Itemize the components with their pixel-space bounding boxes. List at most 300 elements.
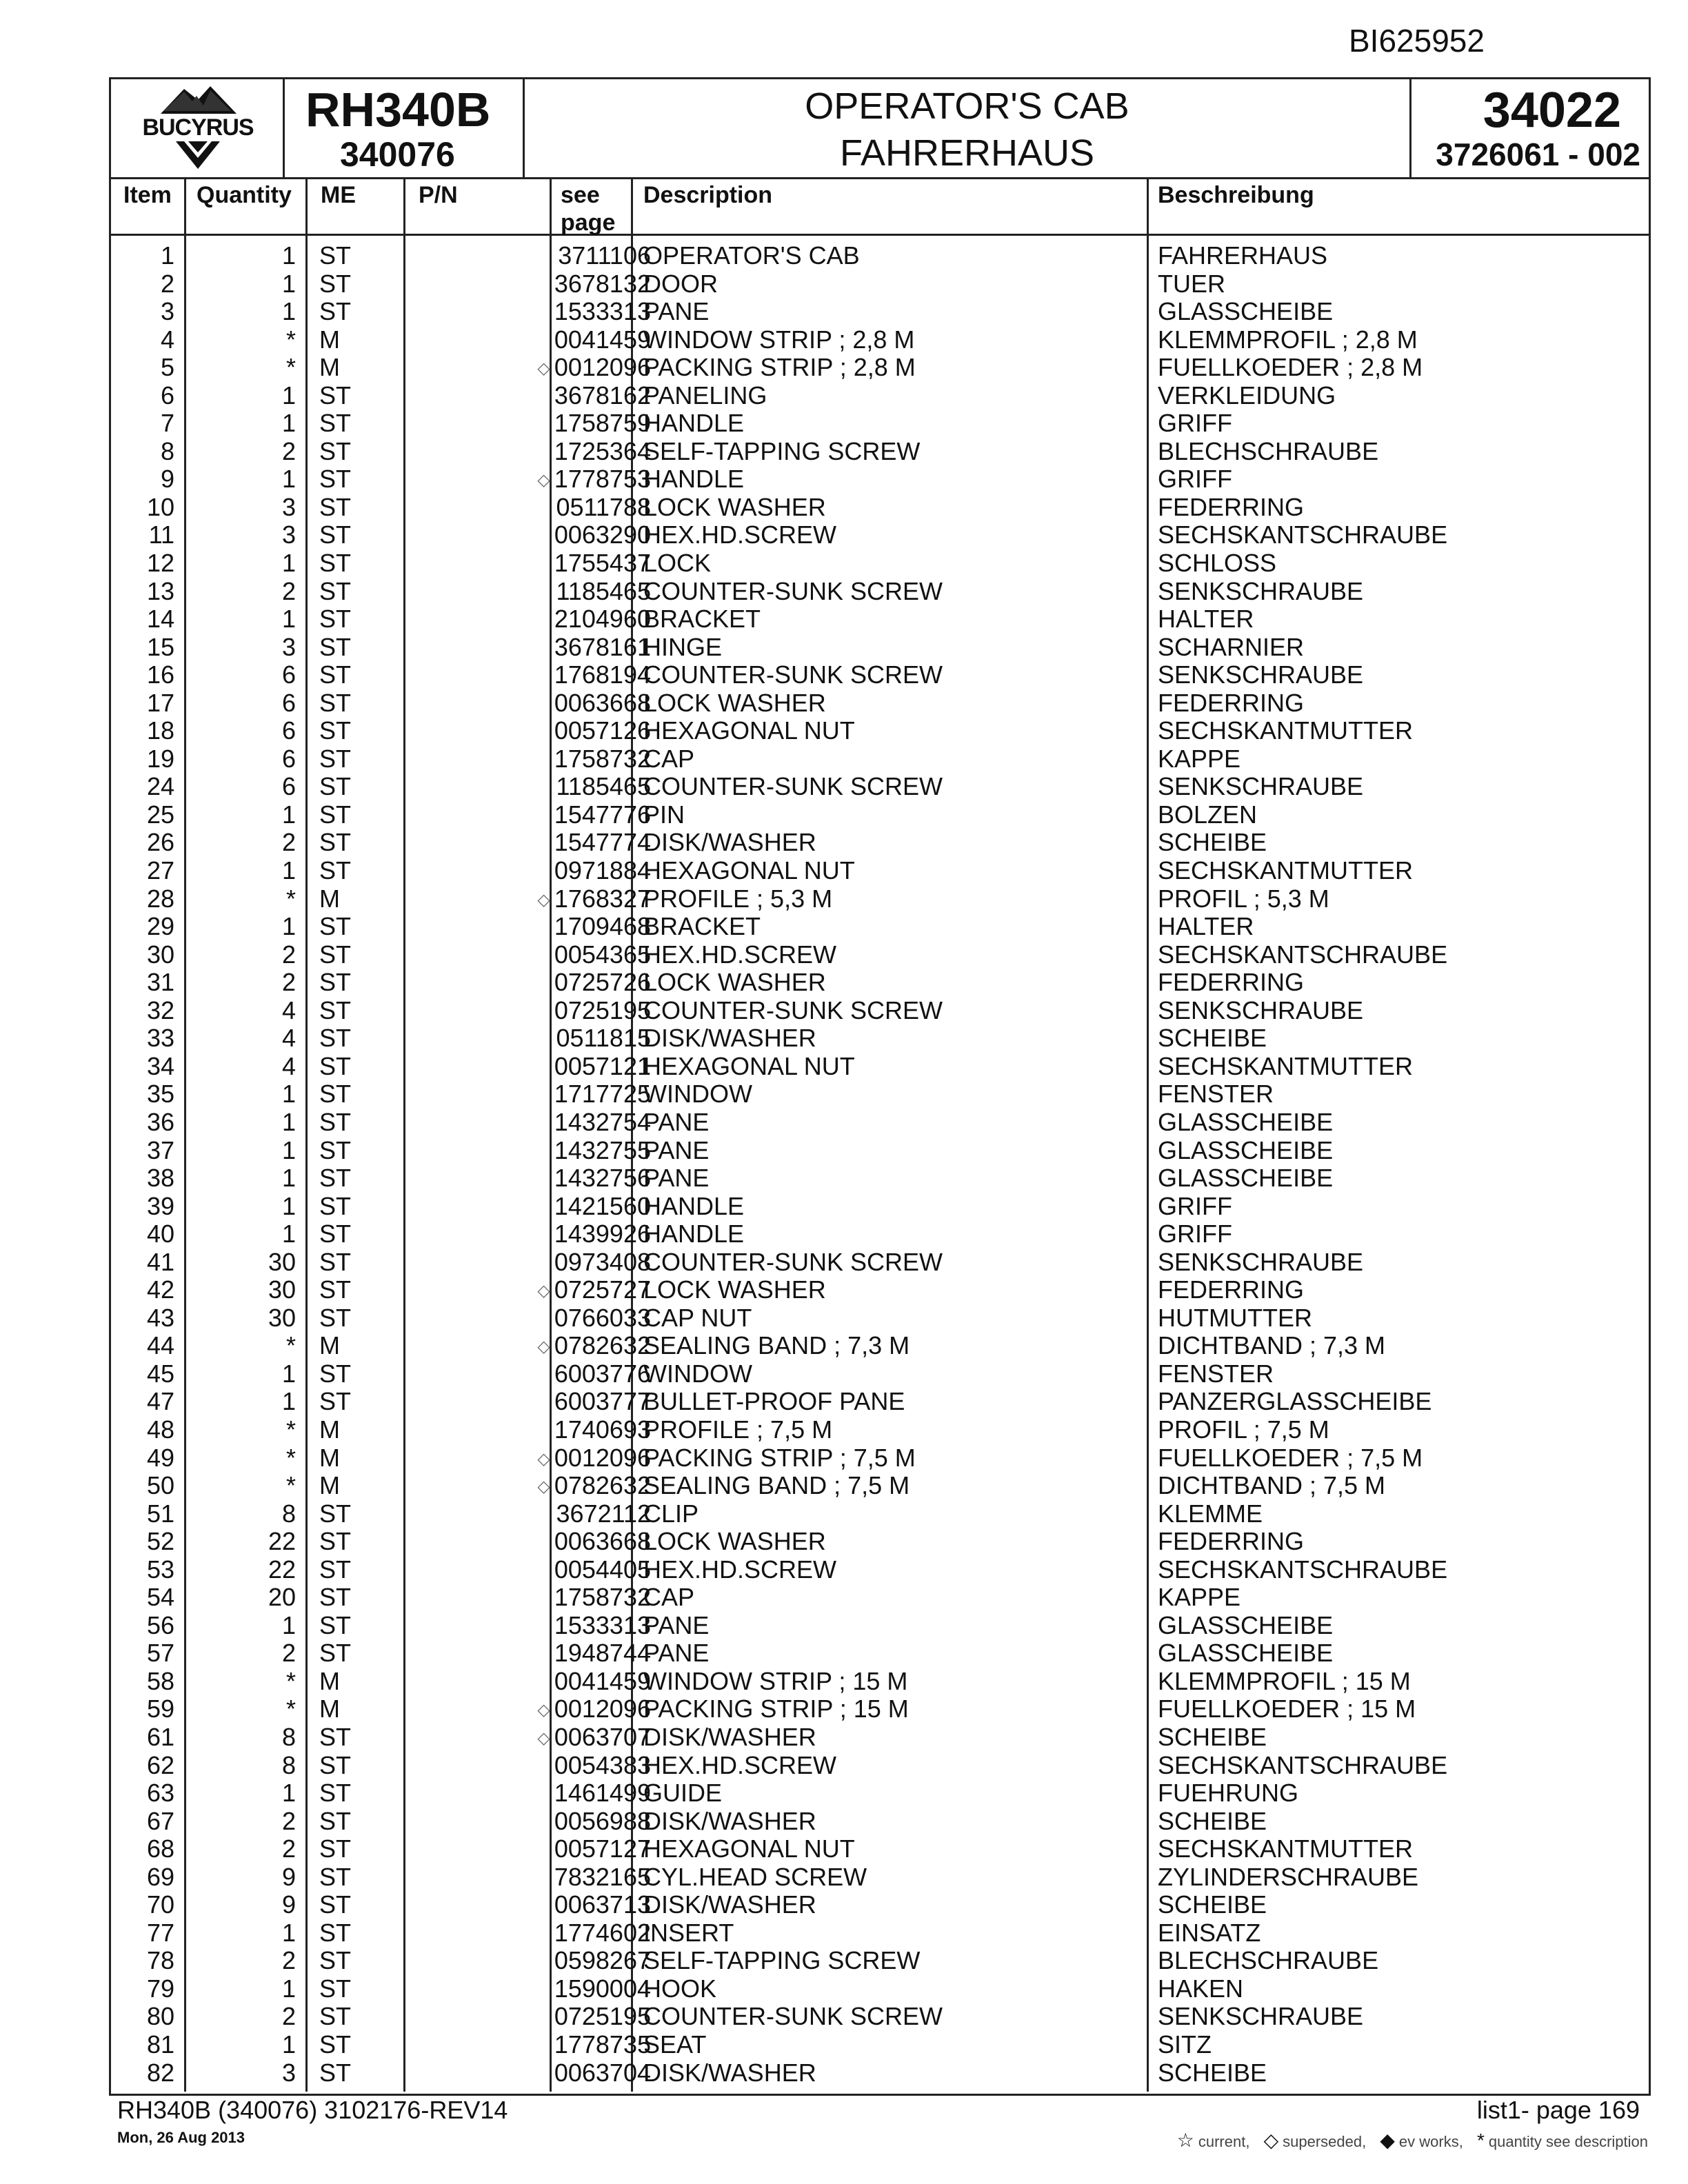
beschreibung-cell: SECHSKANTSCHRAUBE (1158, 520, 1448, 549)
item-number: 9 (160, 465, 174, 494)
description-cell: BULLET-PROOF PANE (643, 1387, 905, 1416)
unit-cell: ST (319, 1164, 352, 1193)
unit-cell: ST (319, 1639, 352, 1668)
table-row (111, 270, 1649, 299)
item-number: 27 (146, 856, 174, 885)
superseded-icon: ◇ (537, 890, 550, 909)
unit-cell: ST (319, 605, 352, 634)
superseded-icon: ◇ (537, 359, 550, 378)
item-number: 11 (148, 520, 174, 549)
group-number: 34022 (1483, 83, 1621, 138)
description-cell: DISK/WASHER (643, 2058, 816, 2087)
description-cell: PANELING (643, 381, 767, 410)
description-cell: PANE (643, 1107, 710, 1136)
diamond-outline-icon: ◇ (1263, 2130, 1279, 2151)
part-number-cell: ◇ 0782632 (537, 1331, 651, 1360)
quantity-cell: 2 (281, 968, 296, 997)
col-pn: P/N (419, 182, 458, 208)
table-row (111, 1472, 1649, 1500)
item-number: 43 (146, 1303, 174, 1332)
item-number: 79 (146, 1974, 174, 2003)
description-cell: OPERATOR'S CAB (643, 241, 860, 270)
beschreibung-cell: HALTER (1158, 605, 1254, 634)
item-number: 1 (160, 241, 174, 270)
item-number: 70 (146, 1890, 174, 1919)
description-cell: SEALING BAND ; 7,5 M (643, 1471, 910, 1500)
beschreibung-cell: KLEMME (1158, 1499, 1263, 1528)
part-number-cell: 3678162 (554, 381, 651, 410)
quantity-cell: 1 (281, 1191, 296, 1220)
description-cell: COUNTER-SUNK SCREW (643, 576, 943, 605)
quantity-cell: 1 (281, 912, 296, 941)
description-cell: CAP NUT (643, 1303, 752, 1332)
table-row (111, 2031, 1649, 2059)
unit-cell: ST (319, 1191, 352, 1220)
quantity-cell: 1 (281, 1164, 296, 1193)
col-see-page: see page (561, 182, 616, 236)
part-number-cell: 1547776 (554, 800, 651, 829)
table-row (111, 1109, 1649, 1137)
unit-cell: ST (319, 660, 352, 689)
description-cell: COUNTER-SUNK SCREW (643, 995, 943, 1024)
part-number-cell: 1778735 (554, 2030, 651, 2059)
part-number-cell: 0054383 (554, 1750, 651, 1779)
quantity-cell: 2 (281, 1834, 296, 1863)
item-number: 41 (146, 1247, 174, 1276)
part-number-cell: 0725726 (554, 968, 651, 997)
quantity-cell: 1 (281, 2030, 296, 2059)
quantity-cell: 1 (281, 241, 296, 270)
unit-cell: ST (319, 381, 352, 410)
unit-cell: ST (319, 1834, 352, 1863)
beschreibung-cell: SENKSCHRAUBE (1158, 1247, 1364, 1276)
description-cell: LOCK WASHER (643, 1527, 826, 1556)
beschreibung-cell: FENSTER (1158, 1359, 1274, 1388)
item-number: 5 (160, 353, 174, 382)
quantity-cell: 1 (281, 297, 296, 326)
part-number-cell: ◇ 0012096 (537, 1443, 651, 1472)
part-number-cell: 0041459 (554, 1666, 651, 1695)
description-cell: WINDOW (643, 1359, 752, 1388)
description-cell: PACKING STRIP ; 2,8 M (643, 353, 916, 382)
quantity-cell: 4 (281, 995, 296, 1024)
quantity-cell: 6 (281, 716, 296, 745)
item-number: 68 (146, 1834, 174, 1863)
table-row (111, 634, 1649, 662)
description-cell: HANDLE (643, 1191, 745, 1220)
beschreibung-cell: GRIFF (1158, 409, 1232, 438)
quantity-cell: 22 (268, 1555, 296, 1584)
beschreibung-cell: SCHEIBE (1158, 1024, 1267, 1053)
beschreibung-cell: GLASSCHEIBE (1158, 1164, 1334, 1193)
table-row (111, 242, 1649, 270)
beschreibung-cell: FUEHRUNG (1158, 1779, 1298, 1808)
unit-cell: ST (319, 1779, 352, 1808)
quantity-cell: 1 (281, 1359, 296, 1388)
unit-cell: ST (319, 828, 352, 857)
beschreibung-cell: FUELLKOEDER ; 15 M (1158, 1695, 1416, 1723)
unit-cell: ST (319, 436, 352, 465)
description-cell: SELF-TAPPING SCREW (643, 1946, 921, 1975)
part-number-cell: 0063713 (554, 1890, 651, 1919)
item-number: 67 (146, 1806, 174, 1835)
item-number: 28 (146, 884, 174, 913)
item-number: 34 (146, 1051, 174, 1080)
item-number: 13 (146, 576, 174, 605)
document-reference: 3726061 - 002 (1436, 136, 1640, 172)
part-number-cell: 1740693 (554, 1415, 651, 1444)
description-cell: PANE (643, 1639, 710, 1668)
item-number: 58 (146, 1666, 174, 1695)
table-row (111, 326, 1649, 354)
col-beschreibung: Beschreibung (1158, 182, 1314, 208)
quantity-cell: 1 (281, 549, 296, 578)
quantity-cell: 20 (268, 1583, 296, 1612)
quantity-cell: 1 (281, 800, 296, 829)
unit-cell: ST (319, 492, 352, 521)
description-cell: BRACKET (643, 605, 761, 634)
beschreibung-cell: VERKLEIDUNG (1158, 381, 1336, 410)
item-number: 63 (146, 1779, 174, 1808)
description-cell: CAP (643, 744, 695, 773)
quantity-cell: * (285, 353, 296, 382)
item-number: 78 (146, 1946, 174, 1975)
description-cell: COUNTER-SUNK SCREW (643, 772, 943, 801)
description-cell: PACKING STRIP ; 7,5 M (643, 1443, 916, 1472)
beschreibung-cell: SCHLOSS (1158, 549, 1277, 578)
table-row (111, 1388, 1649, 1416)
beschreibung-cell: SITZ (1158, 2030, 1212, 2059)
part-number-cell: ◇ 0063707 (537, 1722, 651, 1751)
item-number: 7 (160, 409, 174, 438)
unit-cell: M (319, 1415, 340, 1444)
part-number-cell: ◇ 1768327 (537, 884, 651, 913)
superseded-icon: ◇ (537, 1449, 550, 1468)
table-row (111, 605, 1649, 634)
quantity-cell: 6 (281, 772, 296, 801)
quantity-cell: 1 (281, 1220, 296, 1248)
part-number-cell: 1421560 (554, 1191, 651, 1220)
unit-cell: ST (319, 1918, 352, 1947)
unit-cell: ST (319, 1974, 352, 2003)
quantity-cell: 3 (281, 520, 296, 549)
item-number: 37 (146, 1135, 174, 1164)
item-number: 29 (146, 912, 174, 941)
beschreibung-cell: KLEMMPROFIL ; 15 M (1158, 1666, 1411, 1695)
description-cell: HEX.HD.SCREW (643, 1750, 837, 1779)
item-number: 59 (146, 1695, 174, 1723)
quantity-cell: 2 (281, 1806, 296, 1835)
beschreibung-cell: KAPPE (1158, 744, 1241, 773)
description-cell: COUNTER-SUNK SCREW (643, 2002, 943, 2031)
item-number: 18 (146, 716, 174, 745)
description-cell: CLIP (643, 1499, 699, 1528)
description-cell: CYL.HEAD SCREW (643, 1862, 867, 1891)
item-number: 33 (146, 1024, 174, 1053)
table-row (111, 382, 1649, 410)
table-row (111, 717, 1649, 745)
unit-cell: ST (319, 1806, 352, 1835)
part-number-cell: 0725195 (554, 2002, 651, 2031)
unit-cell: ST (319, 1610, 352, 1639)
beschreibung-cell: FAHRERHAUS (1158, 241, 1328, 270)
item-number: 36 (146, 1107, 174, 1136)
part-number-cell: 0598267 (554, 1946, 651, 1975)
unit-cell: ST (319, 1247, 352, 1276)
unit-cell: ST (319, 1722, 352, 1751)
unit-cell: ST (319, 1555, 352, 1584)
table-row (111, 1695, 1649, 1723)
part-number-cell: 1439926 (554, 1220, 651, 1248)
beschreibung-cell: FEDERRING (1158, 1275, 1305, 1304)
description-cell: DISK/WASHER (643, 1806, 816, 1835)
item-number: 54 (146, 1583, 174, 1612)
item-number: 45 (146, 1359, 174, 1388)
table-row (111, 521, 1649, 549)
item-number: 16 (146, 660, 174, 689)
part-number-cell: 1432754 (554, 1107, 651, 1136)
description-cell: GUIDE (643, 1779, 723, 1808)
quantity-cell: 3 (281, 632, 296, 661)
header-block (111, 79, 1649, 179)
description-cell: PANE (643, 297, 710, 326)
quantity-cell: 1 (281, 381, 296, 410)
quantity-cell: 4 (281, 1051, 296, 1080)
table-row (111, 1584, 1649, 1612)
part-number-cell: 3711106 (558, 241, 651, 270)
unit-cell: ST (319, 1862, 352, 1891)
beschreibung-cell: GRIFF (1158, 1191, 1232, 1220)
quantity-cell: 1 (281, 1610, 296, 1639)
item-number: 82 (146, 2058, 174, 2087)
quantity-cell: 3 (281, 2058, 296, 2087)
unit-cell: M (319, 325, 340, 354)
beschreibung-cell: FEDERRING (1158, 1527, 1305, 1556)
description-cell: LOCK WASHER (643, 1275, 826, 1304)
unit-cell: ST (319, 1303, 352, 1332)
table-row (111, 2059, 1649, 2087)
description-cell: DISK/WASHER (643, 1722, 816, 1751)
description-cell: COUNTER-SUNK SCREW (643, 660, 943, 689)
description-cell: COUNTER-SUNK SCREW (643, 1247, 943, 1276)
quantity-cell: 9 (281, 1890, 296, 1919)
quantity-cell: 6 (281, 744, 296, 773)
table-row (111, 1752, 1649, 1780)
quantity-cell: 1 (281, 1107, 296, 1136)
unit-cell: ST (319, 520, 352, 549)
quantity-cell: 2 (281, 2002, 296, 2031)
unit-cell: M (319, 1331, 340, 1360)
part-number-cell: 1725364 (554, 436, 651, 465)
table-row (111, 1137, 1649, 1165)
unit-cell: ST (319, 1890, 352, 1919)
beschreibung-cell: SENKSCHRAUBE (1158, 772, 1364, 801)
item-number: 32 (146, 995, 174, 1024)
beschreibung-cell: GRIFF (1158, 465, 1232, 494)
description-cell: HINGE (643, 632, 723, 661)
part-number-cell: 0063290 (554, 520, 651, 549)
unit-cell: ST (319, 968, 352, 997)
description-cell: HANDLE (643, 465, 745, 494)
quantity-cell: 9 (281, 1862, 296, 1891)
part-number-cell: 0057126 (554, 716, 651, 745)
part-number-cell: 0766033 (554, 1303, 651, 1332)
table-row (111, 941, 1649, 969)
unit-cell: ST (319, 1750, 352, 1779)
beschreibung-cell: DICHTBAND ; 7,5 M (1158, 1471, 1386, 1500)
beschreibung-cell: FEDERRING (1158, 492, 1305, 521)
description-cell: HANDLE (643, 409, 745, 438)
beschreibung-cell: FUELLKOEDER ; 7,5 M (1158, 1443, 1423, 1472)
part-number-cell: 2104960 (554, 605, 651, 634)
description-cell: LOCK WASHER (643, 688, 826, 717)
unit-cell: ST (319, 940, 352, 969)
quantity-cell: * (285, 884, 296, 913)
description-cell: DISK/WASHER (643, 828, 816, 857)
item-number: 14 (146, 605, 174, 634)
beschreibung-cell: FUELLKOEDER ; 2,8 M (1158, 353, 1423, 382)
item-number: 35 (146, 1080, 174, 1109)
table-row (111, 1779, 1649, 1808)
table-row (111, 969, 1649, 997)
legend-current: current, (1198, 2133, 1250, 2150)
description-cell: PANE (643, 1135, 710, 1164)
model-cell (285, 79, 525, 177)
quantity-cell: * (285, 1443, 296, 1472)
part-number-cell: 0054405 (554, 1555, 651, 1584)
beschreibung-cell: SECHSKANTSCHRAUBE (1158, 1555, 1448, 1584)
table-row (111, 465, 1649, 494)
quantity-cell: 2 (281, 436, 296, 465)
superseded-icon: ◇ (537, 1701, 550, 1720)
footer-date: Mon, 26 Aug 2013 (117, 2129, 245, 2146)
quantity-cell: 3 (281, 492, 296, 521)
part-number-cell: ◇ 1778753 (537, 465, 651, 494)
superseded-icon: ◇ (537, 1728, 550, 1748)
quantity-cell: * (285, 1666, 296, 1695)
table-row (111, 1723, 1649, 1752)
beschreibung-cell: SECHSKANTSCHRAUBE (1158, 1750, 1448, 1779)
unit-cell: ST (319, 2002, 352, 2031)
item-number: 69 (146, 1862, 174, 1891)
part-number-cell: 1768194 (554, 660, 651, 689)
beschreibung-cell: BLECHSCHRAUBE (1158, 436, 1379, 465)
part-number-cell: 1717725 (554, 1080, 651, 1109)
table-row (111, 1863, 1649, 1892)
description-cell: HOOK (643, 1974, 717, 2003)
beschreibung-cell: PROFIL ; 5,3 M (1158, 884, 1329, 913)
beschreibung-cell: KAPPE (1158, 1583, 1241, 1612)
model-name: RH340B (305, 83, 491, 136)
part-number-cell: 3678161 (554, 632, 651, 661)
part-number-cell: 0511788 (556, 492, 651, 521)
unit-cell: ST (319, 549, 352, 578)
unit-cell: ST (319, 297, 352, 326)
description-cell: WINDOW STRIP ; 2,8 M (643, 325, 915, 354)
table-row (111, 1668, 1649, 1696)
quantity-cell: 1 (281, 1918, 296, 1947)
beschreibung-cell: SENKSCHRAUBE (1158, 660, 1364, 689)
part-number-cell: 1758732 (554, 744, 651, 773)
superseded-icon: ◇ (537, 1337, 550, 1357)
beschreibung-cell: HALTER (1158, 912, 1254, 941)
part-number-cell: 1948744 (554, 1639, 651, 1668)
parts-list-frame (109, 77, 1651, 2096)
item-number: 6 (160, 381, 174, 410)
table-row (111, 1193, 1649, 1221)
item-number: 53 (146, 1555, 174, 1584)
unit-cell: ST (319, 241, 352, 270)
description-cell: SEAT (643, 2030, 707, 2059)
beschreibung-cell: GRIFF (1158, 1220, 1232, 1248)
table-row (111, 578, 1649, 606)
description-cell: HEXAGONAL NUT (643, 856, 855, 885)
beschreibung-cell: TUER (1158, 269, 1225, 298)
quantity-cell: * (285, 325, 296, 354)
description-cell: LOCK WASHER (643, 968, 826, 997)
table-row (111, 801, 1649, 829)
beschreibung-cell: BLECHSCHRAUBE (1158, 1946, 1379, 1975)
table-row (111, 1444, 1649, 1473)
beschreibung-cell: FEDERRING (1158, 968, 1305, 997)
description-cell: HANDLE (643, 1220, 745, 1248)
description-cell: LOCK (643, 549, 712, 578)
beschreibung-cell: PROFIL ; 7,5 M (1158, 1415, 1329, 1444)
item-number: 49 (146, 1443, 174, 1472)
part-number-cell: ◇ 0782632 (537, 1471, 651, 1500)
part-number-cell: 1590004 (554, 1974, 651, 2003)
item-number: 48 (146, 1415, 174, 1444)
beschreibung-cell: SCHEIBE (1158, 1890, 1267, 1919)
unit-cell: ST (319, 465, 352, 494)
table-row (111, 1612, 1649, 1640)
unit-cell: ST (319, 1220, 352, 1248)
unit-cell: M (319, 1695, 340, 1723)
part-number-cell: 0057127 (554, 1834, 651, 1863)
part-number-cell: ◇ 0012096 (537, 353, 651, 382)
superseded-icon: ◇ (537, 1282, 550, 1301)
table-row (111, 1500, 1649, 1528)
item-number: 52 (146, 1527, 174, 1556)
table-row (111, 410, 1649, 438)
beschreibung-cell: GLASSCHEIBE (1158, 1610, 1334, 1639)
table-row (111, 829, 1649, 857)
beschreibung-cell: GLASSCHEIBE (1158, 297, 1334, 326)
unit-cell: ST (319, 1946, 352, 1975)
unit-cell: ST (319, 1051, 352, 1080)
item-number: 38 (146, 1164, 174, 1193)
part-number-cell: 0971884 (554, 856, 651, 885)
description-cell: HEX.HD.SCREW (643, 940, 837, 969)
table-row (111, 298, 1649, 326)
description-cell: HEX.HD.SCREW (643, 1555, 837, 1584)
part-number-cell: 1533313 (554, 1610, 651, 1639)
quantity-cell: * (285, 1331, 296, 1360)
unit-cell: ST (319, 269, 352, 298)
group-number-cell (1411, 79, 1649, 177)
item-number: 50 (146, 1471, 174, 1500)
item-number: 61 (146, 1722, 174, 1751)
beschreibung-cell: GLASSCHEIBE (1158, 1107, 1334, 1136)
item-number: 62 (146, 1750, 174, 1779)
part-number-cell: 1758732 (554, 1583, 651, 1612)
superseded-icon: ◇ (537, 471, 550, 490)
table-row (111, 997, 1649, 1025)
part-number-cell: 0056988 (554, 1806, 651, 1835)
part-number-cell: 1533313 (554, 297, 651, 326)
column-header-row (111, 177, 1649, 236)
description-cell: PANE (643, 1610, 710, 1639)
